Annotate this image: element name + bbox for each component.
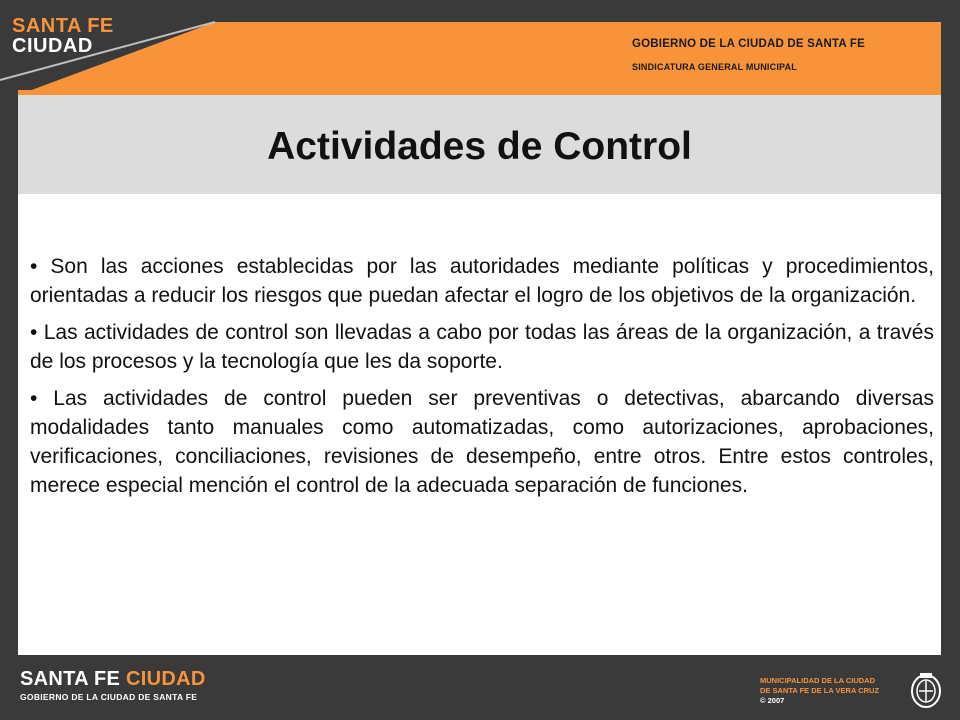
footer-municipality-line2: DE SANTA FE DE LA VERA CRUZ (760, 686, 880, 695)
corner-logo (0, 0, 220, 90)
bullet-paragraph: • Son las acciones establecidas por las autoridades mediante políticas y procedimientos, orientadas a reducir los riesgos que puedan afectar el logro de los objetivos de la organización. (30, 255, 934, 307)
footer-brand-santa-fe: SANTA FE (20, 668, 121, 690)
footer-brand (20, 668, 206, 702)
slide-body (30, 252, 934, 508)
bullet-paragraph: • Las actividades de control son llevadas a cabo por todas las áreas de la organización, a través de los procesos y la tecnología que les da soporte. (30, 321, 934, 373)
slide-title: Actividades de Control (267, 124, 692, 168)
logo-santa-fe: SANTA FE (12, 15, 114, 37)
footer-municipality-line1: MUNICIPALIDAD DE LA CIUDAD (760, 676, 875, 685)
title-band (18, 95, 941, 194)
footer-municipality (760, 676, 879, 706)
org-department-name: SINDICATURA GENERAL MUNICIPAL (632, 62, 797, 72)
municipal-seal-icon (910, 671, 942, 709)
footer-copyright: © 2007 (760, 696, 785, 705)
org-government-name: GOBIERNO DE LA CIUDAD DE SANTA FE (632, 38, 865, 50)
bullet-paragraph: • Las actividades de control pueden ser preventivas o detectivas, abarcando diversas modalidades tanto manuales como automatizadas, como autorizaciones, aprobaciones, verificaciones, conciliaciones, revisiones de desempeño, entre otros. Entre estos controles, merece especial mención el control de la adecuada separación de funciones. (30, 387, 934, 497)
corner-logo-text (12, 16, 114, 56)
footer-brand-subtitle: GOBIERNO DE LA CIUDAD DE SANTA FE (20, 692, 198, 702)
logo-ciudad: CIUDAD (12, 35, 93, 57)
footer-brand-name (20, 668, 206, 690)
footer-brand-ciudad: CIUDAD (126, 668, 206, 690)
organization-heading (632, 38, 865, 72)
